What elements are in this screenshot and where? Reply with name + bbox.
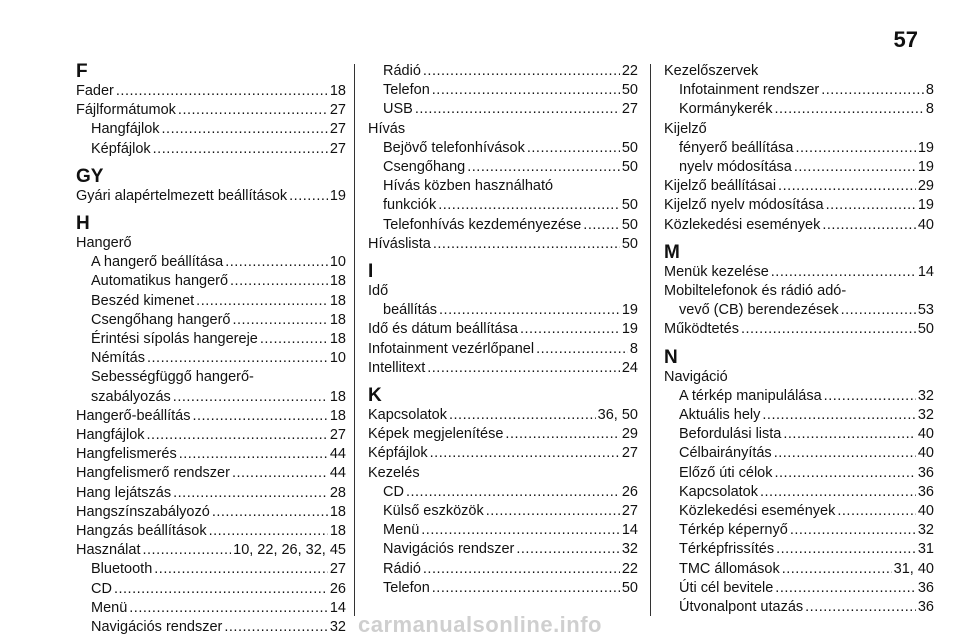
dot-leader [153,140,328,159]
index-subentry [664,540,934,559]
entry-label: vevő (CB) berendezések [679,302,839,319]
entry-label: Menük kezelése [664,263,769,280]
index-entry [368,340,638,359]
entry-label: Gyári alapértelmezett beállítások [76,187,288,204]
dot-leader [438,196,620,215]
entry-label: TMC állomások [679,560,780,577]
dot-leader [154,560,328,579]
entry-label: Rádió [383,63,421,79]
entry-label: Kormánykerék [679,101,773,118]
index-entry [76,503,346,522]
dot-leader [421,521,620,540]
index-subentry [76,311,346,330]
dot-leader [114,580,328,599]
column-divider-1 [354,64,355,616]
entry-page-numbers: 19 [621,321,638,338]
dot-leader [775,579,916,598]
index-subentry [76,330,346,349]
entry-label: Előző úti célok [679,464,773,481]
index-letter-heading: GY [76,165,104,187]
dot-leader [760,483,916,502]
index-column-2 [368,62,638,598]
dot-leader [778,177,916,196]
index-entry [664,62,934,81]
index-entry [368,444,638,463]
index-subentry [664,158,934,177]
dot-leader [824,387,916,406]
entry-page-numbers: 50 [621,235,638,252]
entry-label: Hangfájlok [76,427,145,444]
dot-leader [173,484,328,503]
entry-label: Közlekedési események [664,216,821,233]
index-subentry [664,521,934,540]
entry-page-numbers: 27 [329,121,346,138]
index-entry [664,263,934,282]
dot-leader [821,81,924,100]
entry-page-numbers: 50 [621,82,638,99]
index-subentry [664,579,934,598]
entry-page-numbers: 50 [917,321,934,338]
entry-page-numbers: 31, 40 [893,560,934,577]
dot-leader [822,216,915,235]
index-entry [368,235,638,254]
entry-label: Kijelző [664,120,707,137]
entry-page-numbers: 18 [329,292,346,309]
index-column-3 [664,62,934,617]
entry-label: Menü [91,599,128,616]
entry-label: Hangfájlok [91,121,160,138]
entry-page-numbers: 18 [329,273,346,290]
entry-label: Hangszínszabályozó [76,503,210,520]
index-subentry [368,196,638,215]
index-subentry [76,120,346,139]
dot-leader [162,120,328,139]
entry-page-numbers: 36 [917,579,934,596]
entry-page-numbers: 29 [917,178,934,195]
index-entry [664,177,934,196]
dot-leader [467,158,620,177]
entry-page-numbers: 50 [621,139,638,156]
entry-label: Hangerő-beállítás [76,407,191,424]
index-entry [664,216,934,235]
index-entry [76,407,346,426]
entry-page-numbers: 26 [621,483,638,500]
entry-page-numbers: 36 [917,483,934,500]
entry-label: CD [91,580,112,597]
entry-label: Bluetooth [91,561,153,578]
entry-label: Aktuális hely [679,407,761,424]
index-subentry [368,100,638,119]
entry-label: Rádió [383,560,421,577]
index-entry [368,359,638,378]
index-entry [664,282,934,301]
entry-label: nyelv módosítása [679,159,792,176]
entry-page-numbers: 18 [329,523,346,540]
entry-page-numbers: 27 [329,102,346,119]
entry-page-numbers: 44 [329,465,346,482]
dot-leader [583,216,620,235]
dot-leader [260,330,328,349]
entry-label: Hangzás beállítások [76,523,207,540]
entry-label: Kapcsolatok [368,407,447,424]
entry-page-numbers: 18 [329,503,346,520]
dot-leader [427,359,620,378]
entry-label: Befordulási lista [679,426,782,443]
entry-label: Idő és dátum beállítása [368,321,518,338]
dot-leader [196,292,328,311]
page-number: 57 [893,27,918,52]
entry-page-numbers: 22 [621,63,638,79]
index-subentry [368,81,638,100]
entry-label: Működtetés [664,321,739,338]
index-letter-heading: N [664,346,678,368]
entry-label: Menü [383,522,420,539]
dot-leader [782,560,892,579]
entry-page-numbers: 18 [329,331,346,348]
index-entry [664,368,934,387]
entry-page-numbers: 36, 50 [597,407,638,424]
entry-label: Külső eszközök [383,503,484,520]
dot-leader [776,540,916,559]
dot-leader [179,445,328,464]
dot-leader [439,301,620,320]
index-subentry [664,100,934,119]
index-letter-heading: H [76,213,90,235]
dot-leader [826,196,916,215]
index-letter-heading: F [76,61,88,82]
entry-label: Bejövő telefonhívások [383,139,525,156]
index-entry [368,282,638,301]
dot-leader [783,425,916,444]
entry-page-numbers: 27 [329,427,346,444]
dot-leader [415,100,620,119]
entry-label: Csengőhang hangerő [91,311,231,328]
dot-leader [147,349,328,368]
entry-page-numbers: 14 [917,263,934,280]
index-entry [368,406,638,425]
entry-page-numbers: 27 [621,101,638,118]
entry-page-numbers: 36 [917,599,934,616]
entry-page-numbers: 31 [917,541,934,558]
entry-label: Közlekedési események [679,503,836,520]
entry-label: szabályozás [91,388,171,405]
entry-label: Telefon [383,82,430,99]
entry-page-numbers: 19 [621,302,638,319]
entry-page-numbers: 28 [329,484,346,501]
entry-label: Automatikus hangerő [91,273,229,290]
dot-leader [774,100,923,119]
entry-page-numbers: 32 [917,407,934,424]
dot-leader [774,444,916,463]
dot-leader [486,502,620,521]
dot-leader [232,464,328,483]
entry-page-numbers: 18 [329,388,346,405]
entry-label: Célbairányítás [679,445,772,462]
index-entry [664,120,934,139]
index-subentry [76,349,346,368]
index-subentry [664,406,934,425]
entry-label: Fájlformátumok [76,102,176,119]
index-entry [76,445,346,464]
entry-page-numbers: 14 [621,522,638,539]
dot-leader [212,503,328,522]
entry-label: Telefonhívás kezdeményezése [383,216,582,233]
dot-leader [771,263,916,282]
entry-page-numbers: 22 [621,560,638,577]
entry-page-numbers: 19 [917,197,934,214]
index-subentry [664,139,934,158]
entry-label: Érintési sípolás hangereje [91,331,258,348]
entry-label: Kapcsolatok [679,483,758,500]
index-subentry [76,560,346,579]
index-subentry [368,502,638,521]
dot-leader [116,82,328,101]
entry-label: Kezelőszervek [664,63,759,79]
dot-leader [505,425,619,444]
entry-page-numbers: 40 [917,445,934,462]
entry-label: Hangfelismerő rendszer [76,465,230,482]
index-subentry [368,521,638,540]
index-entry [368,425,638,444]
dot-leader [142,541,231,560]
entry-label: Képek megjelenítése [368,426,504,443]
dot-leader [225,253,328,272]
index-entry [76,464,346,483]
entry-label: Telefon [383,579,430,596]
entry-label: Használat [76,542,141,559]
entry-page-numbers: 10 [329,350,346,367]
dot-leader [432,81,620,100]
index-letter-heading: I [368,261,374,283]
index-subentry [76,292,346,311]
entry-page-numbers: 8 [629,340,638,357]
index-entry [76,484,346,503]
entry-page-numbers: 18 [329,407,346,424]
entry-label: Infotainment rendszer [679,82,820,99]
index-subentry [76,580,346,599]
entry-page-numbers: 36 [917,464,934,481]
dot-leader [762,406,915,425]
entry-page-numbers: 50 [621,159,638,176]
dot-leader [775,464,916,483]
entry-page-numbers: 32 [917,387,934,404]
index-entry [76,541,346,560]
entry-label: Némítás [91,350,145,367]
index-entry [368,320,638,339]
entry-label: Képfájlok [91,140,151,157]
entry-label: USB [383,101,413,118]
entry-page-numbers: 19 [917,139,934,156]
dot-leader [147,426,328,445]
entry-label: Hang lejátszás [76,484,172,501]
entry-page-numbers: 50 [621,197,638,214]
index-subentry [664,387,934,406]
entry-page-numbers: 14 [329,599,346,616]
entry-label: Intellitext [368,359,426,376]
entry-page-numbers: 32 [329,619,346,636]
dot-leader [837,502,915,521]
index-subentry [76,388,346,407]
index-entry [76,522,346,541]
dot-leader [173,388,328,407]
entry-page-numbers: 24 [621,359,638,376]
index-subentry [368,177,638,196]
dot-leader [432,579,620,598]
entry-page-numbers: 29 [621,426,638,443]
dot-leader [516,540,619,559]
dot-leader [423,62,620,81]
dot-leader [230,272,328,291]
entry-label: Kezelés [368,464,420,481]
dot-leader [527,139,620,158]
entry-label: A térkép manipulálása [679,387,822,404]
index-entry [76,101,346,120]
dot-leader [790,521,916,540]
entry-page-numbers: 27 [329,561,346,578]
entry-page-numbers: 18 [329,311,346,328]
entry-page-numbers: 27 [621,503,638,520]
index-subentry [368,540,638,559]
entry-label: Navigáció [664,368,728,385]
entry-page-numbers: 8 [925,82,934,99]
index-letter-heading: K [368,385,382,407]
entry-page-numbers: 32 [621,541,638,558]
entry-page-numbers: 27 [621,445,638,462]
entry-page-numbers: 10 [329,254,346,271]
entry-label: Csengőhang [383,159,466,176]
watermark: carmanualsonline.info [358,612,602,637]
dot-leader [536,340,628,359]
entry-page-numbers: 53 [917,302,934,319]
index-subentry [664,483,934,502]
entry-label: Térképfrissítés [679,541,775,558]
entry-page-numbers: 19 [917,159,934,176]
entry-label: Navigációs rendszer [91,619,223,636]
dot-leader [289,187,328,206]
entry-label: Kijelző nyelv módosítása [664,197,824,214]
entry-page-numbers: 32 [917,522,934,539]
index-entry [664,320,934,339]
entry-page-numbers: 44 [329,446,346,463]
dot-leader [520,320,620,339]
index-subentry [368,301,638,320]
index-subentry [664,301,934,320]
entry-page-numbers: 27 [329,140,346,157]
dot-leader [192,407,327,426]
index-entry [76,187,346,206]
entry-label: Navigációs rendszer [383,541,515,558]
dot-leader [209,522,328,541]
index-subentry [368,216,638,235]
entry-page-numbers: 40 [917,216,934,233]
entry-label: Hívás közben használható [383,178,554,195]
entry-label: Híváslista [368,235,431,252]
dot-leader [741,320,916,339]
column-divider-2 [650,64,651,616]
entry-page-numbers: 8 [925,101,934,118]
dot-leader [449,406,596,425]
dot-leader [433,235,620,254]
index-subentry [76,140,346,159]
index-subentry [76,368,346,387]
index-subentry [76,272,346,291]
index-subentry [664,425,934,444]
index-subentry [368,139,638,158]
entry-label: Kijelző beállításai [664,178,777,195]
index-subentry [664,464,934,483]
entry-label: Képfájlok [368,445,428,462]
dot-leader [795,139,915,158]
entry-label: A hangerő beállítása [91,254,224,271]
index-entry [664,196,934,215]
dot-leader [232,311,327,330]
entry-label: Úti cél bevitele [679,579,774,596]
index-subentry [664,81,934,100]
entry-label: CD [383,483,404,500]
dot-leader [406,483,620,502]
entry-label: Hangerő [76,235,132,252]
entry-label: fényerő beállítása [679,139,794,156]
index-subentry [76,253,346,272]
entry-label: Beszéd kimenet [91,292,195,309]
index-subentry [368,158,638,177]
index-subentry [664,502,934,521]
entry-label: Hívás [368,120,406,137]
index-entry [76,82,346,101]
index-subentry [368,560,638,579]
index-entry [76,234,346,253]
dot-leader [178,101,328,120]
entry-label: Hangfelismerés [76,446,177,463]
entry-page-numbers: 26 [329,580,346,597]
entry-label: Sebességfüggő hangerő- [91,369,254,386]
entry-page-numbers: 40 [917,503,934,520]
index-subentry [664,444,934,463]
entry-label: Infotainment vezérlőpanel [368,340,535,357]
index-subentry [664,560,934,579]
dot-leader [841,301,916,320]
entry-label: Idő [368,283,389,300]
dot-leader [423,560,620,579]
index-letter-heading: M [664,241,680,263]
entry-label: Mobiltelefonok és rádió adó- [664,283,847,300]
entry-label: funkciók [383,197,437,214]
entry-label: Térkép képernyő [679,522,788,539]
index-column-1 [76,62,346,637]
entry-label: Útvonalpont utazás [679,599,804,616]
entry-page-numbers: 50 [621,216,638,233]
dot-leader [794,158,916,177]
index-entry [368,464,638,483]
entry-page-numbers: 18 [329,83,346,99]
entry-page-numbers: 10, 22, 26, 32, 45 [233,542,346,559]
dot-leader [430,444,620,463]
index-subentry [368,579,638,598]
index-subentry [368,483,638,502]
index-entry [368,120,638,139]
entry-label: beállítás [383,302,438,319]
index-subentry [368,62,638,81]
entry-page-numbers: 50 [621,579,638,596]
entry-page-numbers: 19 [329,187,346,204]
index-entry [76,426,346,445]
entry-label: Fader [76,83,114,99]
entry-page-numbers: 40 [917,426,934,443]
